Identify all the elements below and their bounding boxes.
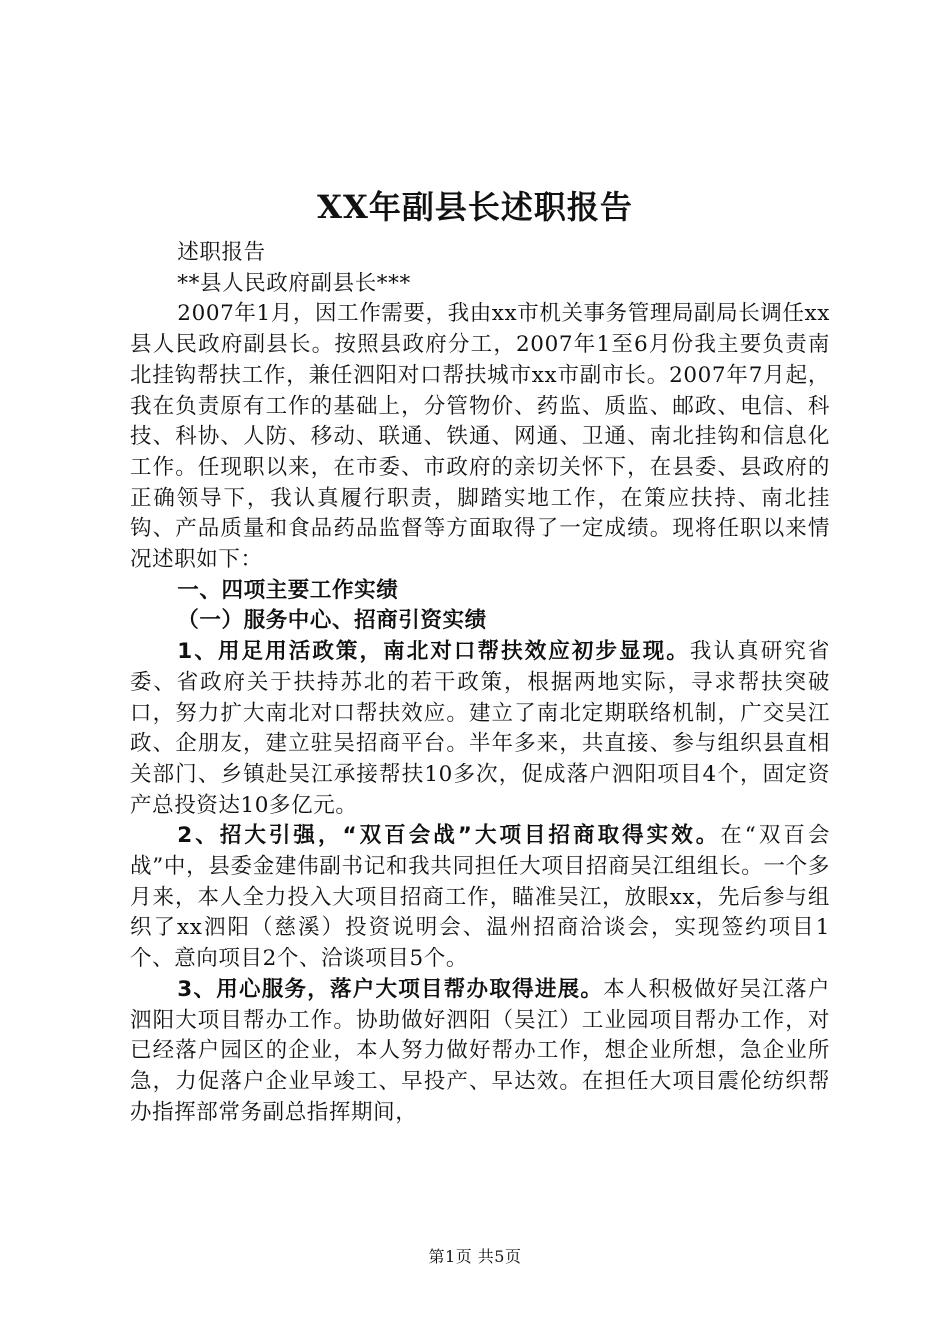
document-title: XX年副县长述职报告 bbox=[317, 188, 633, 226]
page-number: 第1页 共5页 bbox=[428, 1247, 522, 1266]
item-body: 我认真研究省委、省政府关于扶持苏北的若干政策，根据两地实际，寻求帮扶突破口，努力扩大南北对口帮扶效应。建立了南北定期联络机制，广交吴江政、企朋友，建立驻吴招商平台。半年多来，共直接、参与组织县直相关部门、乡镇赴吴江承接帮扶10多次，促成落户泗阳项目4个，固定资产总投资达10多亿元。 bbox=[130, 639, 830, 818]
subtitle: 述职报告 bbox=[177, 240, 266, 265]
item-lead: 1、用足用活政策，南北对口帮扶效应初步显现。 bbox=[177, 639, 690, 665]
item-paragraph bbox=[130, 975, 830, 1129]
item-body: 在“双百会战”中，县委金建伟副书记和我共同担任大项目招商吴江组组长。一个多月来，本人全力投入大项目招商工作，瞄准吴江，放眼xx，先后参与组织了xx泗阳（慈溪）投资说明会、温州招商洽谈会，实现签约项目1个、意向项目2个、洽谈项目5个。 bbox=[130, 823, 830, 972]
section-heading: 一、四项主要工作实绩 bbox=[177, 577, 399, 603]
item-body: 本人积极做好吴江落户泗阳大项目帮办工作。协助做好泗阳（吴江）工业园项目帮办工作，对已经落户园区的企业，本人努力做好帮办工作，想企业所想，急企业所急，力促落户企业早竣工、早投产、早达效。在担任大项目震伦纺织帮办指挥部常务副总指挥期间， bbox=[130, 976, 830, 1125]
item-paragraph bbox=[130, 821, 830, 975]
document-body bbox=[130, 238, 830, 1128]
item-lead: 3、用心服务，落户大项目帮办取得进展。 bbox=[177, 976, 604, 1002]
subsection-heading: （一）服务中心、招商引资实绩 bbox=[177, 608, 487, 634]
item-lead: 2、招大引强，“双百会战”大项目招商取得实效。 bbox=[177, 823, 721, 849]
author-line: **县人民政府副县长*** bbox=[177, 270, 411, 296]
item-paragraph bbox=[130, 637, 830, 821]
intro-paragraph: 2007年1月，因工作需要，我由xx市机关事务管理局副局长调任xx县人民政府副县长。按照县政府分工，2007年1至6月份我主要负责南北挂钩帮扶工作，兼任泗阳对口帮扶城市xx市副市长。2007年7月起，我在负责原有工作的基础上，分管物价、药监、质监、邮政、电信、科技、科协、人防、移动、联通、铁通、网通、卫通、南北挂钩和信息化工作。任现职以来，在市委、市政府的亲切关怀下，在县委、县政府的正确领导下，我认真履行职责，脚踏实地工作，在策应扶持、南北挂钩、产品质量和食品药品监督等方面取得了一定成绩。现将任职以来情况述职如下： bbox=[130, 301, 830, 573]
